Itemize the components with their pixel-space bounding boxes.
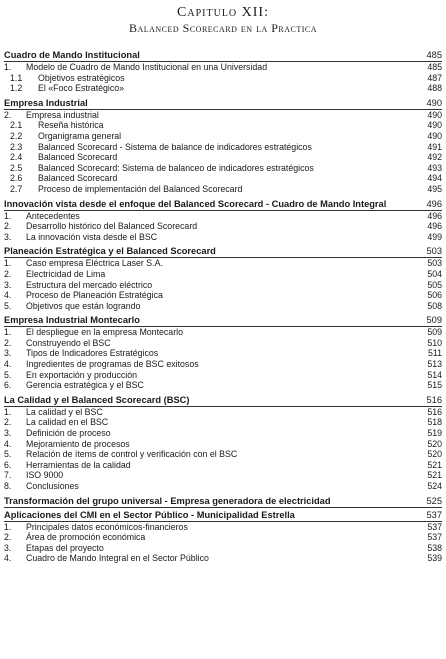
- toc-entry: [4, 184, 442, 195]
- entry-title: Caso empresa Eléctrica Laser S.A.: [26, 258, 163, 269]
- section-heading: [4, 96, 442, 110]
- entry-title: Definición de proceso: [26, 428, 111, 439]
- entry-number: 8.: [4, 481, 12, 491]
- entry-number: 1.: [4, 62, 12, 72]
- entry-title: Objetivos que están logrando: [26, 300, 141, 311]
- entry-title: Balanced Scorecard - Sistema de balance de indicadores estratégicos: [38, 141, 312, 152]
- entry-page-number: 487: [427, 72, 442, 83]
- entry-title: Cuadro de Mando Integral en el Sector Público: [26, 553, 209, 564]
- section-page-number: 496: [426, 198, 442, 209]
- entry-number: 2.3: [10, 141, 23, 152]
- section-page-number: 503: [426, 246, 442, 257]
- toc-entry: [4, 110, 442, 121]
- section-page-number: 509: [426, 315, 442, 326]
- section-page-number: 537: [426, 509, 442, 520]
- entry-page-number: 494: [427, 173, 442, 184]
- toc-entry: [4, 142, 442, 153]
- toc-entry: [4, 131, 442, 142]
- section-title: Planeación Estratégica y el Balanced Scorecard: [4, 246, 216, 257]
- toc-section: [4, 313, 442, 391]
- entry-title: Objetivos estratégicos: [38, 72, 125, 83]
- entry-title: Modelo de Cuadro de Mando Institucional en una Universidad: [26, 62, 268, 72]
- toc-entry: [4, 152, 442, 163]
- entry-page-number: 511: [427, 348, 442, 359]
- entry-page-number: 503: [427, 258, 442, 269]
- toc-entry: [4, 532, 442, 543]
- entry-page-number: 518: [427, 417, 442, 428]
- entry-title: Ingredientes de programas de BSC exitosos: [26, 359, 199, 370]
- entry-page-number: 538: [427, 542, 442, 553]
- section-heading: [4, 494, 442, 508]
- entry-number: 2.: [4, 109, 12, 120]
- toc-entry: [4, 543, 442, 554]
- toc-entry: [4, 290, 442, 301]
- entry-number: 2.: [4, 221, 12, 232]
- entry-number: 4.: [4, 359, 12, 370]
- entry-page-number: 492: [427, 152, 442, 163]
- toc-entry: [4, 221, 442, 232]
- toc-entry: [4, 280, 442, 291]
- entry-title: En exportación y producción: [26, 369, 138, 380]
- entry-page-number: 495: [427, 183, 442, 194]
- section-heading: [4, 508, 442, 522]
- entry-number: 4.: [4, 438, 12, 449]
- entry-number: 4.: [4, 553, 12, 564]
- entry-number: 5.: [4, 369, 12, 380]
- chapter-subtitle: Balanced Scorecard en la Practica: [128, 21, 318, 35]
- entry-page-number: 499: [427, 231, 442, 242]
- entry-number: 2.: [4, 532, 12, 543]
- toc-entry: [4, 417, 442, 428]
- section-page-number: 490: [426, 97, 442, 108]
- entry-title: Balanced Scorecard: [38, 152, 118, 163]
- entry-number: 2.2: [10, 130, 23, 141]
- entry-page-number: 514: [427, 369, 442, 380]
- toc-entry: [4, 359, 442, 370]
- entry-page-number: 505: [427, 279, 442, 290]
- section-title: Empresa Industrial Montecarlo: [4, 315, 140, 326]
- entry-title: El despliegue en la empresa Montecarlo: [26, 327, 183, 338]
- entry-number: 2.5: [10, 162, 23, 173]
- entry-page-number: 496: [427, 210, 442, 221]
- toc-entry: [4, 449, 442, 460]
- entry-title: Organigrama general: [38, 130, 122, 141]
- toc-entry: [4, 428, 442, 439]
- entry-page-number: 524: [427, 481, 442, 491]
- toc-entry: [4, 380, 442, 391]
- entry-page-number: 537: [427, 532, 442, 543]
- entry-title: Principales datos económicos-financieros: [26, 521, 188, 532]
- toc-entry: [4, 370, 442, 381]
- entry-number: 2.6: [10, 173, 23, 184]
- entry-number: 1.: [4, 521, 12, 532]
- chapter-heading: [0, 4, 446, 36]
- toc-entry: [4, 460, 442, 471]
- entry-page-number: 509: [427, 327, 442, 338]
- toc-entry: [4, 327, 442, 338]
- section-heading: [4, 313, 442, 327]
- toc-entry: [4, 522, 442, 533]
- entry-number: 2.: [4, 268, 12, 279]
- entry-page-number: 493: [427, 162, 442, 173]
- toc-section: [4, 508, 442, 564]
- section-heading: [4, 393, 442, 407]
- entry-title: Estructura del mercado eléctrico: [26, 279, 153, 290]
- entry-title: Gerencia estratégica y el BSC: [26, 380, 144, 391]
- entry-page-number: 491: [427, 141, 442, 152]
- entry-number: 7.: [4, 470, 12, 481]
- entry-title: Construyendo el BSC: [26, 337, 111, 348]
- entry-title: El «Foco Estratégico»: [38, 83, 125, 94]
- entry-title: Mejoramiento de procesos: [26, 438, 130, 449]
- section-title: Transformación del grupo universal - Empresa generadora de electricidad: [4, 495, 331, 506]
- section-title: La Calidad y el Balanced Scorecard (BSC): [4, 394, 190, 405]
- section-page-number: 516: [426, 394, 442, 405]
- entry-title: La calidad y el BSC: [26, 406, 103, 417]
- entry-title: Proceso de Planeación Estratégica: [26, 290, 163, 301]
- toc-entry: [4, 269, 442, 280]
- entry-page-number: 515: [427, 380, 442, 391]
- entry-number: 3.: [4, 231, 12, 242]
- section-heading: [4, 197, 442, 211]
- section-heading: [4, 244, 442, 258]
- toc-entry: [4, 439, 442, 450]
- entry-number: 5.: [4, 449, 12, 460]
- toc-section: [4, 494, 442, 508]
- entry-page-number: 520: [427, 449, 442, 460]
- toc-section: [4, 96, 442, 195]
- entry-page-number: 506: [427, 290, 442, 301]
- toc-entry: [4, 258, 442, 269]
- entry-number: 5.: [4, 300, 12, 311]
- toc-section: [4, 393, 442, 492]
- entry-number: 2.: [4, 417, 12, 428]
- entry-page-number: 508: [427, 300, 442, 311]
- entry-number: 3.: [4, 542, 12, 553]
- entry-title: Electricidad de Lima: [26, 268, 106, 279]
- section-page-number: 525: [426, 495, 442, 506]
- entry-number: 2.: [4, 337, 12, 348]
- entry-number: 1.: [4, 327, 12, 338]
- entry-page-number: 516: [427, 406, 442, 417]
- entry-number: 2.1: [10, 120, 23, 131]
- entry-number: 1.1: [10, 72, 23, 83]
- section-title: Innovación vista desde el enfoque del Balanced Scorecard - Cuadro de Mando Integral: [4, 198, 387, 209]
- toc-entry: [4, 481, 442, 492]
- entry-title: Empresa industrial: [26, 109, 99, 120]
- entry-page-number: 490: [427, 109, 442, 120]
- entry-page-number: 510: [427, 337, 442, 348]
- entry-number: 1.: [4, 210, 12, 221]
- entry-number: 1.: [4, 258, 12, 269]
- entry-page-number: 488: [427, 83, 442, 94]
- table-of-contents: [4, 48, 442, 566]
- toc-entry: [4, 553, 442, 564]
- entry-number: 3.: [4, 348, 12, 359]
- entry-title: ISO 9000: [26, 470, 64, 481]
- entry-title: Herramientas de la calidad: [26, 459, 131, 470]
- entry-title: La innovación vista desde el BSC: [26, 231, 158, 242]
- toc-entry: [4, 338, 442, 349]
- chapter-title: Capitulo XII:: [177, 5, 269, 20]
- entry-page-number: 537: [427, 521, 442, 532]
- entry-number: 2.4: [10, 152, 23, 163]
- section-title: Cuadro de Mando Institucional: [4, 50, 140, 60]
- toc-entry: [4, 73, 442, 84]
- entry-title: Proceso de implementación del Balanced Scorecard: [38, 183, 243, 194]
- entry-title: Desarrollo histórico del Balanced Scorecard: [26, 221, 198, 232]
- toc-entry: [4, 211, 442, 222]
- entry-number: 6.: [4, 380, 12, 391]
- entry-page-number: 539: [427, 553, 442, 564]
- entry-number: 1.2: [10, 83, 23, 94]
- entry-number: 4.: [4, 290, 12, 301]
- entry-title: Conclusiones: [26, 481, 79, 491]
- entry-page-number: 504: [427, 268, 442, 279]
- toc-entry: [4, 348, 442, 359]
- entry-number: 2.7: [10, 183, 23, 194]
- toc-entry: [4, 301, 442, 312]
- entry-number: 1.: [4, 406, 12, 417]
- section-page-number: 485: [426, 50, 442, 60]
- entry-title: La calidad en el BSC: [26, 417, 109, 428]
- entry-number: 3.: [4, 428, 12, 439]
- toc-section: [4, 244, 442, 311]
- toc-section: [4, 197, 442, 243]
- entry-page-number: 490: [427, 130, 442, 141]
- entry-page-number: 490: [427, 120, 442, 131]
- entry-page-number: 520: [427, 438, 442, 449]
- toc-entry: [4, 120, 442, 131]
- entry-page-number: 521: [427, 459, 442, 470]
- toc-entry: [4, 62, 442, 73]
- toc-entry: [4, 407, 442, 418]
- section-heading: [4, 48, 442, 62]
- entry-page-number: 521: [427, 470, 442, 481]
- section-title: Empresa Industrial: [4, 97, 88, 108]
- entry-title: Etapas del proyecto: [26, 542, 104, 553]
- entry-title: Tipos de Indicadores Estratégicos: [26, 348, 159, 359]
- entry-title: Antecedentes: [26, 210, 80, 221]
- section-title: Aplicaciones del CMI en el Sector Público - Municipalidad Estrella: [4, 509, 295, 520]
- toc-entry: [4, 83, 442, 94]
- toc-entry: [4, 173, 442, 184]
- entry-title: Área de promoción económica: [26, 532, 146, 543]
- entry-title: Balanced Scorecard: [38, 173, 118, 184]
- toc-entry: [4, 163, 442, 174]
- entry-title: Relación de ítems de control y verificación con el BSC: [26, 449, 238, 460]
- toc-entry: [4, 470, 442, 481]
- entry-title: Reseña histórica: [38, 120, 104, 131]
- entry-page-number: 519: [427, 428, 442, 439]
- entry-title: Balanced Scorecard: Sistema de balanceo de indicadores estratégicos: [38, 162, 314, 173]
- entry-page-number: 513: [427, 359, 442, 370]
- entry-number: 3.: [4, 279, 12, 290]
- entry-page-number: 496: [427, 221, 442, 232]
- toc-entry: [4, 232, 442, 243]
- entry-number: 6.: [4, 459, 12, 470]
- entry-page-number: 485: [427, 62, 442, 72]
- toc-section: [4, 48, 442, 94]
